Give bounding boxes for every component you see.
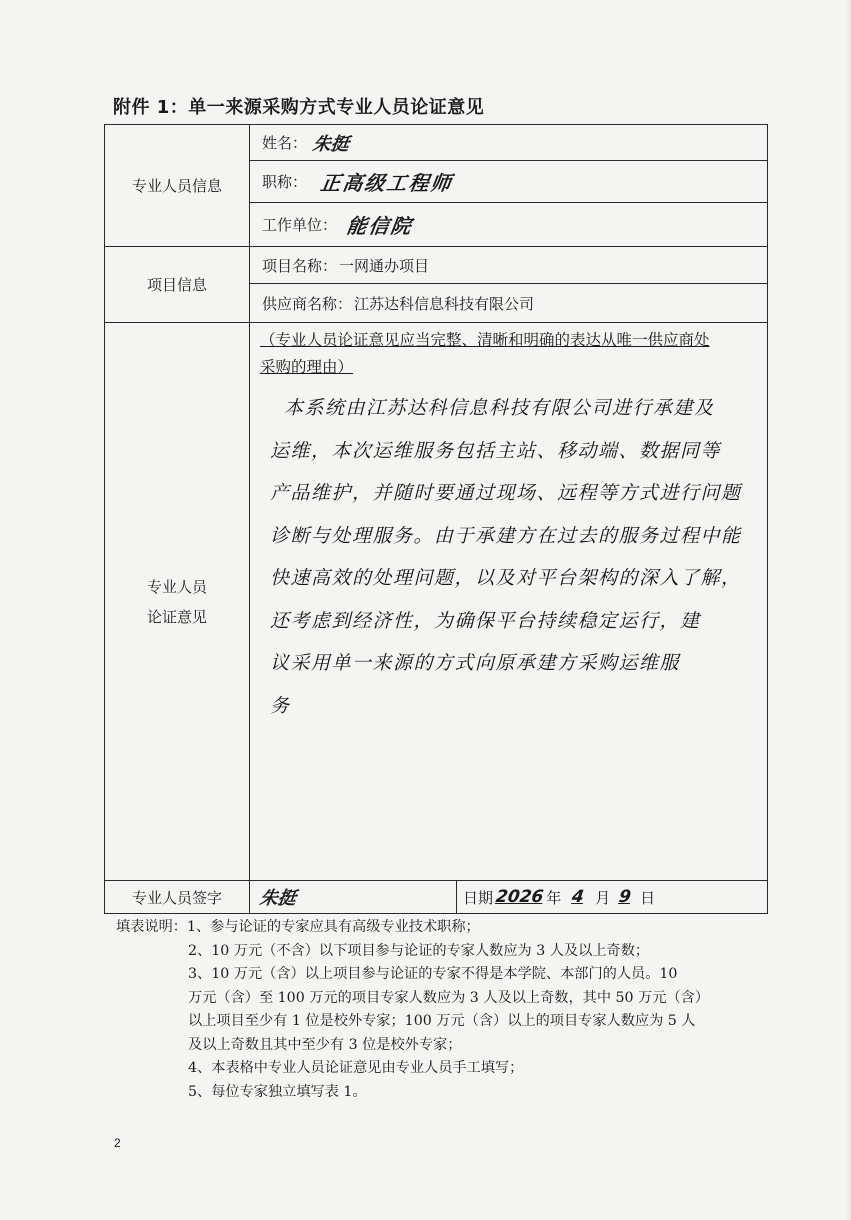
opinion-line: 诊断与处理服务。由于承建方在过去的服务过程中能 [270, 524, 742, 547]
note-line: 及以上奇数且其中至少有 3 位是校外专家； [188, 1036, 462, 1053]
name-row [250, 125, 767, 161]
unit-value[interactable]: 能信院 [345, 214, 415, 238]
opinion-line: 本系统由江苏达科信息科技有限公司进行承建及 [284, 397, 715, 419]
note-line: 填表说明：1、参与论证的专家应具有高级专业技术职称； [116, 919, 480, 935]
signature-row [250, 881, 768, 914]
opinion-label-line2: 论证意见 [146, 607, 207, 626]
opinion-line: 产品维护，并随时要通过现场、远程等方式进行问题 [270, 482, 742, 504]
opinion-hint [250, 323, 767, 381]
opinion-line: 还考虑到经济性，为确保平台持续稳定运行，建 [270, 609, 701, 632]
date-label: 日期 [463, 888, 494, 907]
project-name-row [250, 247, 767, 284]
project-info-label: 项目信息 [105, 247, 250, 323]
note-line: 3、10 万元（含）以上项目参与论证的专家不得是本学院、本部门的人员。10 [188, 966, 678, 982]
date-day-unit: 日 [640, 888, 656, 907]
supplier-value[interactable]: 江苏达科信息科技有限公司 [354, 294, 535, 313]
date-day: 9 [617, 887, 633, 907]
note-line: 4、本表格中专业人员论证意见由专业人员手工填写； [188, 1060, 524, 1076]
name-value[interactable]: 朱挺 [311, 133, 351, 155]
date-field[interactable] [456, 880, 655, 914]
note-line: 以上项目至少有 1 位是校外专家；100 万元（含）以上的项目专家人数应为 5 人 [188, 1013, 696, 1029]
supplier-label: 供应商名称： [262, 294, 353, 313]
scan-edge-shadow [845, 0, 851, 1220]
opinion-hint-line2: 采购的理由） [260, 358, 354, 376]
project-name-value[interactable]: 一网通办项目 [339, 256, 430, 275]
opinion-line: 务 [270, 694, 291, 717]
signature-value[interactable]: 朱挺 [258, 888, 298, 909]
page-number: 2 [114, 1136, 121, 1150]
note-line: 5、每位专家独立填写表 1。 [188, 1083, 367, 1100]
title-label: 职称： [262, 173, 308, 191]
title-value[interactable]: 正高级工程师 [319, 171, 455, 195]
form-instructions [116, 916, 726, 1104]
date-year-unit: 年 [546, 888, 562, 907]
name-label: 姓名： [262, 134, 308, 152]
unit-label: 工作单位： [262, 216, 338, 234]
title-row [250, 161, 767, 203]
project-info-fields [250, 247, 768, 323]
opinion-line: 运维，本次运维服务包括主站、移动端、数据同等 [270, 439, 722, 462]
document-title: 附件 1：单一来源采购方式专业人员论证意见 [113, 97, 485, 118]
opinion-line: 议采用单一来源的方式向原承建方采购运维服 [270, 652, 681, 674]
date-month-unit: 月 [595, 888, 611, 907]
note-line: 2、10 万元（不含）以下项目参与论证的专家人数应为 3 人及以上奇数； [188, 942, 650, 959]
supplier-row [250, 284, 767, 322]
opinion-content[interactable] [250, 323, 768, 881]
argument-form-table [104, 124, 768, 914]
signature-label: 专业人员签字 [105, 881, 250, 914]
date-year: 2026 [494, 887, 545, 907]
handwritten-opinion[interactable] [250, 381, 767, 727]
date-month: 4 [570, 887, 586, 907]
project-name-label: 项目名称： [262, 256, 338, 275]
expert-info-fields [250, 125, 768, 247]
opinion-label-line1: 专业人员 [146, 577, 207, 596]
unit-row [250, 203, 767, 246]
note-line: 万元（含）至 100 万元的项目专家人数应为 3 人及以上奇数，其中 50 万元（含） [188, 989, 710, 1006]
opinion-line: 快速高效的处理问题，以及对平台架构的深入了解， [270, 567, 742, 589]
opinion-hint-line1: （专业人员论证意见应当完整、清晰和明确的表达从唯一供应商处 [260, 331, 710, 349]
opinion-label [105, 323, 250, 881]
expert-info-label: 专业人员信息 [105, 125, 250, 247]
